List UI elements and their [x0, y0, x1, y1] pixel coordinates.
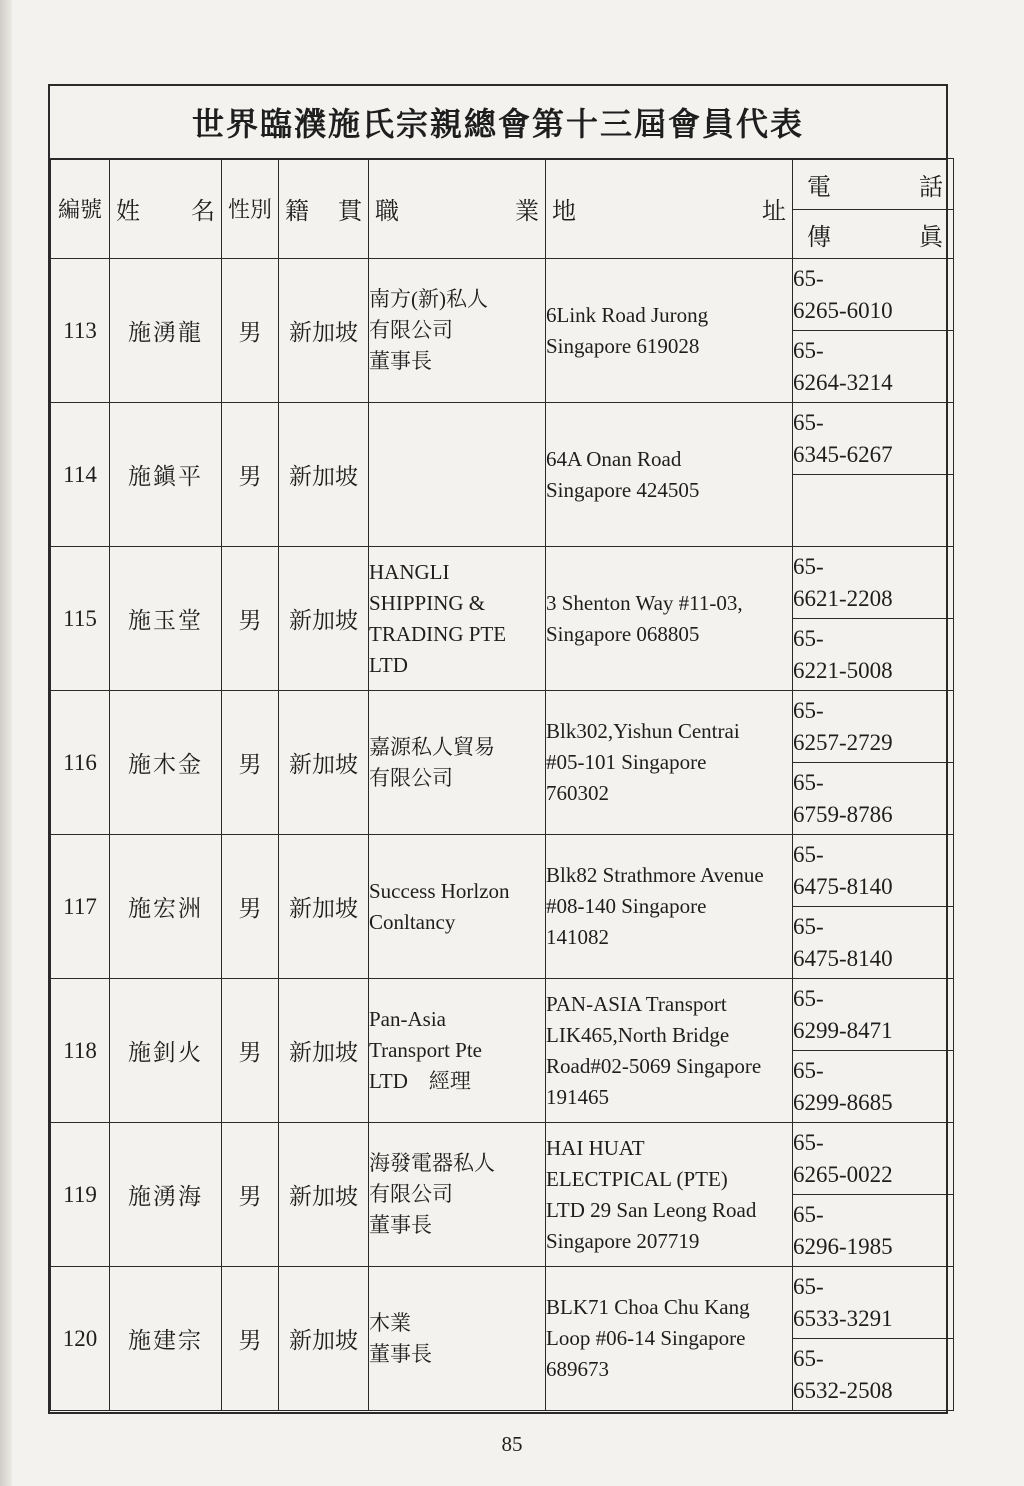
member-name: 施宏洲 [110, 835, 222, 979]
member-name: 施湧海 [110, 1123, 222, 1267]
member-fax: 65- 6221-5008 [793, 619, 954, 691]
member-sex: 男 [222, 835, 279, 979]
member-phone: 65- 6621-2208 [793, 547, 954, 619]
job-line: LTD [369, 652, 408, 677]
address-line: Singapore 424505 [546, 477, 700, 502]
member-no: 120 [51, 1267, 110, 1411]
member-row [51, 547, 954, 619]
address-line: Loop #06-14 Singapore [546, 1326, 746, 1350]
header-phone-2: 話 [919, 174, 943, 201]
address-line: 64A Onan Road [546, 446, 682, 471]
address-line: Singapore 207719 [546, 1228, 700, 1253]
member-body [51, 259, 954, 1411]
job-line: Success Horlzon [369, 878, 510, 903]
member-address [546, 1123, 793, 1267]
member-fax [793, 475, 954, 547]
address-line: Singapore 619028 [546, 333, 700, 358]
header-no: 編號 [51, 159, 110, 259]
job-line: 嘉源私人貿易 [369, 734, 495, 759]
job-line: Pan-Asia [369, 1007, 446, 1031]
member-phone: 65- 6265-0022 [793, 1123, 954, 1195]
address-line: #08-140 Singapore [546, 894, 707, 918]
member-fax: 65- 6759-8786 [793, 763, 954, 835]
member-origin: 新加坡 [279, 403, 369, 547]
member-fax: 65- 6299-8685 [793, 1051, 954, 1123]
member-no: 118 [51, 979, 110, 1123]
member-name: 施玉堂 [110, 547, 222, 691]
address-line: Road#02-5069 Singapore [546, 1053, 762, 1078]
member-no: 119 [51, 1123, 110, 1267]
member-name: 施木金 [110, 691, 222, 835]
member-fax: 65- 6475-8140 [793, 907, 954, 979]
member-row [51, 403, 954, 475]
member-address [546, 979, 793, 1123]
member-fax: 65- 6532-2508 [793, 1339, 954, 1411]
member-sex: 男 [222, 691, 279, 835]
job-line: HANGLI [369, 559, 450, 584]
job-line: 南方(新)私人 [369, 287, 488, 311]
member-fax: 65- 6264-3214 [793, 331, 954, 403]
member-phone: 65- 6475-8140 [793, 835, 954, 907]
member-sex: 男 [222, 259, 279, 403]
member-fax: 65- 6296-1985 [793, 1195, 954, 1267]
header-sex: 性別 [222, 159, 279, 259]
job-line: Transport Pte [369, 1038, 482, 1062]
member-name: 施湧龍 [110, 259, 222, 403]
member-phone: 65- 6265-6010 [793, 259, 954, 331]
member-sex: 男 [222, 547, 279, 691]
page-title: 世界臨濮施氏宗親總會第十三屆會員代表 [50, 86, 946, 160]
header-row [51, 159, 954, 210]
member-sex: 男 [222, 979, 279, 1123]
member-row [51, 259, 954, 331]
address-line: HAI HUAT [546, 1135, 645, 1160]
header-fax [793, 210, 954, 259]
member-phone: 65- 6533-3291 [793, 1267, 954, 1339]
header-name [110, 159, 222, 259]
header-fax-1: 傳 [807, 224, 831, 251]
member-no: 117 [51, 835, 110, 979]
member-origin: 新加坡 [279, 1123, 369, 1267]
header-address [546, 159, 793, 259]
member-job [369, 403, 546, 547]
header-job-1: 職 [375, 199, 399, 225]
member-address [546, 403, 793, 547]
member-name: 施釗火 [110, 979, 222, 1123]
member-row [51, 979, 954, 1051]
member-job [369, 1123, 546, 1267]
address-line: PAN-ASIA Transport [546, 991, 727, 1016]
header-name-1: 姓 [116, 199, 140, 225]
member-table [50, 158, 954, 1411]
header-addr-1: 地 [552, 199, 576, 225]
address-line: LIK465,North Bridge [546, 1022, 730, 1047]
member-address [546, 259, 793, 403]
member-job [369, 979, 546, 1123]
member-job [369, 691, 546, 835]
member-job [369, 1267, 546, 1411]
member-phone: 65- 6345-6267 [793, 403, 954, 475]
job-line: 有限公司 [369, 318, 453, 342]
address-line: ELECTPICAL (PTE) [546, 1166, 728, 1191]
job-line: TRADING PTE [369, 621, 507, 646]
address-line: BLK71 Choa Chu Kang [546, 1295, 750, 1319]
address-line: 191465 [546, 1084, 609, 1109]
job-line: Conltancy [369, 909, 456, 934]
member-sex: 男 [222, 1123, 279, 1267]
address-line: Blk82 Strathmore Avenue [546, 863, 764, 887]
header-origin-1: 籍 [285, 199, 309, 225]
header-phone [793, 159, 954, 210]
address-line: 141082 [546, 925, 609, 949]
member-address [546, 691, 793, 835]
member-job [369, 547, 546, 691]
member-no: 115 [51, 547, 110, 691]
header-fax-2: 眞 [919, 224, 943, 251]
header-job-2: 業 [515, 199, 539, 225]
member-sex: 男 [222, 403, 279, 547]
address-line: 3 Shenton Way #11-03, [546, 590, 743, 615]
member-name: 施鎭平 [110, 403, 222, 547]
member-sex: 男 [222, 1267, 279, 1411]
address-line: Singapore 068805 [546, 621, 700, 646]
header-job [369, 159, 546, 259]
member-no: 116 [51, 691, 110, 835]
member-job [369, 835, 546, 979]
address-line: LTD 29 San Leong Road [546, 1197, 757, 1222]
member-name: 施建宗 [110, 1267, 222, 1411]
address-line: Blk302,Yishun Centrai [546, 719, 740, 743]
address-line: 760302 [546, 781, 609, 805]
address-line: 689673 [546, 1357, 609, 1381]
header-phone-1: 電 [807, 174, 831, 201]
member-origin: 新加坡 [279, 547, 369, 691]
job-line: 有限公司 [369, 765, 453, 790]
member-address [546, 1267, 793, 1411]
address-line: 6Link Road Jurong [546, 302, 709, 327]
job-line: LTD 經理 [369, 1069, 471, 1093]
member-origin: 新加坡 [279, 979, 369, 1123]
job-line: 木業 [369, 1310, 411, 1335]
member-origin: 新加坡 [279, 835, 369, 979]
member-origin: 新加坡 [279, 691, 369, 835]
member-no: 114 [51, 403, 110, 547]
job-line: SHIPPING & [369, 590, 486, 615]
job-line: 董事長 [369, 349, 432, 373]
header-origin-2: 貫 [338, 199, 362, 225]
member-no: 113 [51, 259, 110, 403]
address-line: #05-101 Singapore [546, 750, 707, 774]
member-row [51, 1123, 954, 1195]
member-address [546, 835, 793, 979]
header-name-2: 名 [191, 199, 215, 225]
job-line: 董事長 [369, 1341, 432, 1366]
member-origin: 新加坡 [279, 259, 369, 403]
member-row [51, 1267, 954, 1339]
member-phone: 65- 6257-2729 [793, 691, 954, 763]
page-binding-edge [0, 0, 12, 1486]
member-origin: 新加坡 [279, 1267, 369, 1411]
member-phone: 65- 6299-8471 [793, 979, 954, 1051]
header-addr-2: 址 [762, 199, 786, 225]
header-origin [279, 159, 369, 259]
job-line: 有限公司 [369, 1182, 453, 1206]
member-address [546, 547, 793, 691]
member-job [369, 259, 546, 403]
member-row [51, 691, 954, 763]
job-line: 海發電器私人 [369, 1151, 495, 1175]
member-row [51, 835, 954, 907]
job-line: 董事長 [369, 1213, 432, 1237]
page-number: 85 [501, 1432, 523, 1456]
